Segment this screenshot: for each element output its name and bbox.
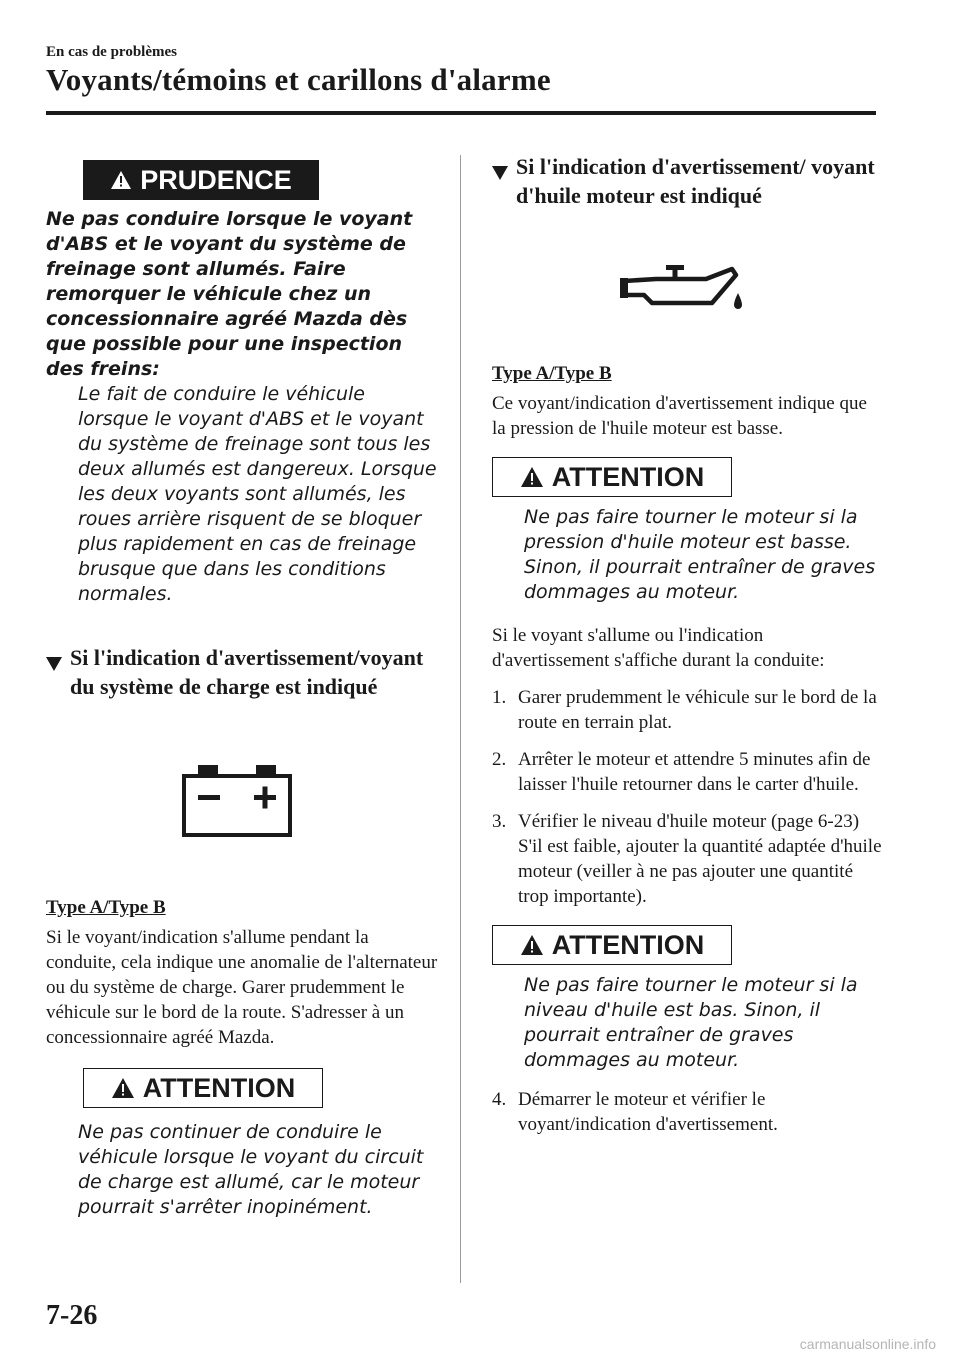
- charge-body-text: Si le voyant/indication s'allume pendant la conduite, cela indique une anomalie de l'alternateur ou du système de charge. Garer prudemment le véhicule sur le bord de la route. S'adresser à un concessionnaire agréé Mazda.: [46, 927, 438, 1048]
- oil-heading-text: Si l'indication d'avertissement/ voyant d'huile moteur est indiqué: [516, 154, 875, 208]
- step-text: Vérifier le niveau d'huile moteur (page 6-23) S'il est faible, ajouter la quantité adaptée d'huile moteur (veiller à ne pas ajouter une quantité trop importante).: [518, 811, 882, 907]
- header-rule: [46, 111, 876, 115]
- step-text: Démarrer le moteur et vérifier le voyant/indication d'avertissement.: [518, 1089, 778, 1135]
- warning-triangle-icon: [520, 466, 544, 488]
- triangle-bullet-icon: [492, 152, 516, 187]
- warning-triangle-icon: [111, 1077, 135, 1099]
- step-text: Arrêter le moteur et attendre 5 minutes afin de laisser l'huile retourner dans le carter d'huile.: [518, 749, 871, 795]
- step-3: [492, 809, 882, 909]
- page-title: Voyants/témoins et carillons d'alarme: [46, 62, 551, 97]
- step-number: 3.: [492, 811, 507, 832]
- oil-intro-text: Si le voyant s'allume ou l'indication d'avertissement s'affiche durant la conduite:: [492, 625, 825, 671]
- charge-type-label: Type A/Type B: [46, 897, 166, 918]
- attention-label: ATTENTION: [551, 929, 705, 960]
- right-column: [492, 152, 882, 1137]
- prudence-banner: [83, 160, 319, 200]
- oil-pressure-icon: [620, 265, 746, 315]
- attention-banner-right-1: [492, 457, 732, 497]
- attention-text-right-2: Ne pas faire tourner le moteur si la niveau d'huile est bas. Sinon, il pourrait entraîner de graves dommages au moteur.: [524, 974, 858, 1071]
- attention-label: ATTENTION: [551, 461, 705, 492]
- step-4: [492, 1087, 882, 1137]
- step-1: [492, 685, 882, 735]
- watermark: carmanualsonline.info: [799, 1336, 936, 1352]
- oil-type-label: Type A/Type B: [492, 363, 612, 384]
- warning-triangle-icon: [110, 170, 132, 190]
- attention-banner-right-2: [492, 925, 732, 965]
- triangle-bullet-icon: [46, 643, 70, 678]
- charge-heading-text: Si l'indication d'avertissement/voyant du système de charge est indiqué: [70, 645, 424, 699]
- attention-text-right-1: Ne pas faire tourner le moteur si la pression d'huile moteur est basse. Sinon, il pourrait entraîner de graves dommages au moteur.: [524, 506, 876, 603]
- battery-warning-icon: [182, 765, 292, 837]
- prudence-detail-text: Le fait de conduire le véhicule lorsque le voyant d'ABS et le voyant du système de freinage sont tous les deux allumés est dangereux. Lorsque les deux voyants sont allumés, les roues arrière risquent de se bloquer plus rapidement en cas de freinage brusque que dans les conditions normales.: [78, 383, 437, 605]
- step-number: 1.: [492, 687, 507, 708]
- prudence-bold-text: Ne pas conduire lorsque le voyant d'ABS et le voyant du système de freinage sont allumés. Faire remorquer le véhicule chez un concessionnaire agréé Mazda dès que possible pour une inspection des freins:: [46, 208, 413, 380]
- step-number: 4.: [492, 1089, 507, 1110]
- section-label: En cas de problèmes: [46, 44, 177, 60]
- step-number: 2.: [492, 749, 507, 770]
- oil-section-heading: [492, 152, 882, 210]
- prudence-label: PRUDENCE: [140, 164, 292, 195]
- charge-section-heading: [46, 643, 438, 701]
- page-number: 7-26: [46, 1300, 98, 1331]
- warning-triangle-icon: [520, 934, 544, 956]
- step-2: [492, 747, 882, 797]
- attention-banner-left: [83, 1068, 323, 1108]
- column-divider: [460, 155, 461, 1283]
- attention-text-left: Ne pas continuer de conduire le véhicule lorsque le voyant du circuit de charge est allumé, car le moteur pourrait s'arrêter inopinément.: [78, 1121, 424, 1218]
- attention-label: ATTENTION: [142, 1072, 296, 1103]
- oil-body-text: Ce voyant/indication d'avertissement indique que la pression de l'huile moteur est basse.: [492, 393, 867, 439]
- step-text: Garer prudemment le véhicule sur le bord de la route en terrain plat.: [518, 687, 877, 733]
- left-column: [46, 160, 438, 1220]
